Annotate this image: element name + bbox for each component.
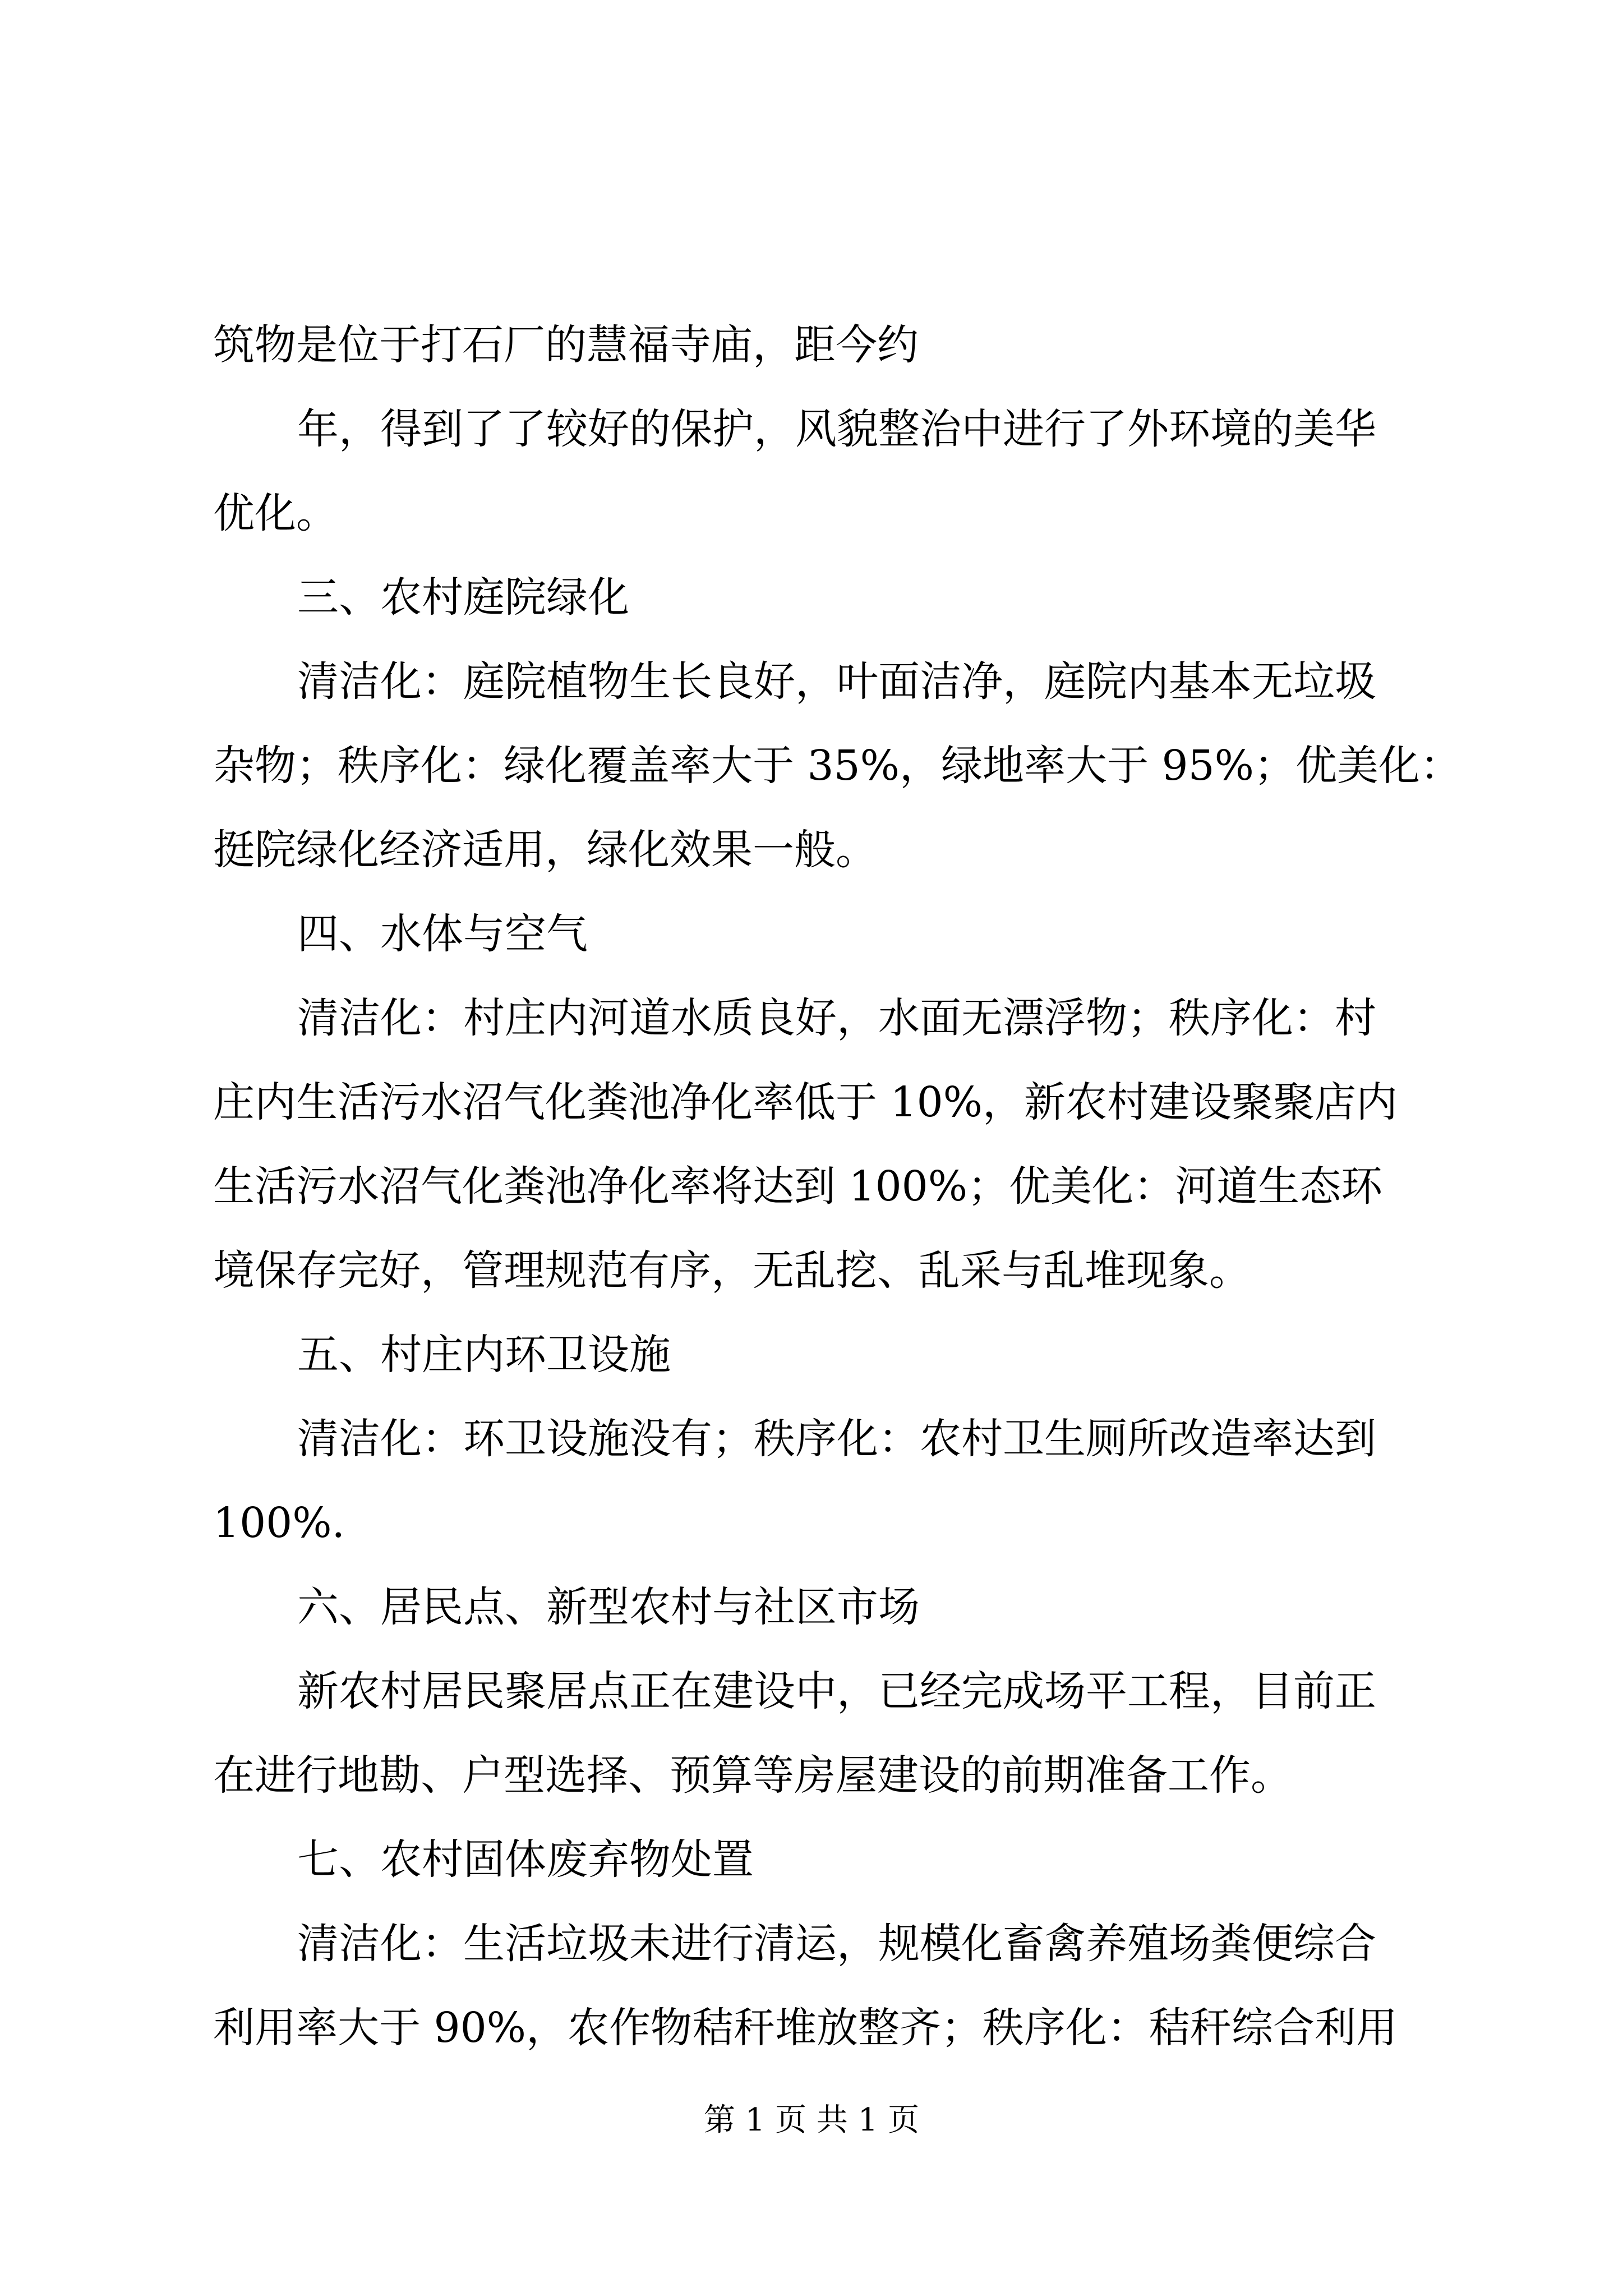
paragraph-line: 筑物是位于打石厂的慧福寺庙，距今约 — [213, 321, 919, 369]
paragraph-line: 庄内生活污水沼气化粪池净化率低于 10%，新农村建设聚聚店内 — [213, 1078, 1398, 1126]
paragraph-line: 在进行地勘、户型选择、预算等房屋建设的前期准备工作。 — [213, 1751, 1292, 1800]
section-heading: 六、居民点、新型农村与社区市场 — [297, 1583, 920, 1631]
paragraph-line: 100%. — [213, 1499, 345, 1547]
paragraph-line: 杂物；秩序化：绿化覆盖率大于 35%，绿地率大于 95%；优美化： — [213, 742, 1461, 790]
paragraph-line: 年，得到了了较好的保护，风貌整治中进行了外环境的美华 — [297, 405, 1376, 453]
paragraph-line: 清洁化：环卫设施没有；秩序化：农村卫生厕所改造率达到 — [297, 1415, 1376, 1463]
paragraph-line: 清洁化：庭院植物生长良好，叶面洁净，庭院内基本无垃圾 — [297, 657, 1376, 706]
paragraph-line: 境保存完好，管理规范有序，无乱挖、乱采与乱堆现象。 — [213, 1246, 1251, 1295]
section-heading: 五、村庄内环卫设施 — [297, 1331, 671, 1379]
page-number-footer: 第 1 页 共 1 页 — [703, 2102, 920, 2138]
section-heading: 七、农村固体废弃物处置 — [297, 1835, 754, 1884]
paragraph-line: 生活污水沼气化粪池净化率将达到 100%；优美化：河道生态环 — [213, 1162, 1383, 1211]
document-body — [213, 303, 1461, 2070]
paragraph-line: 新农村居民聚居点正在建设中，已经完成场平工程，目前正 — [297, 1667, 1376, 1715]
paragraph-line: 清洁化：村庄内河道水质良好，水面无漂浮物；秩序化：村 — [297, 994, 1376, 1042]
section-heading: 三、农村庭院绿化 — [297, 573, 629, 622]
paragraph-line: 挺院绿化经济适用，绿化效果一般。 — [213, 826, 877, 874]
paragraph-line: 清洁化：生活垃圾未进行清运，规模化畜禽养殖场粪便综合 — [297, 1920, 1376, 1968]
section-heading: 四、水体与空气 — [297, 910, 588, 958]
paragraph-line: 优化。 — [213, 489, 338, 537]
paragraph-line: 利用率大于 90%，农作物秸秆堆放整齐；秩序化：秸秆综合利用 — [213, 2004, 1398, 2052]
